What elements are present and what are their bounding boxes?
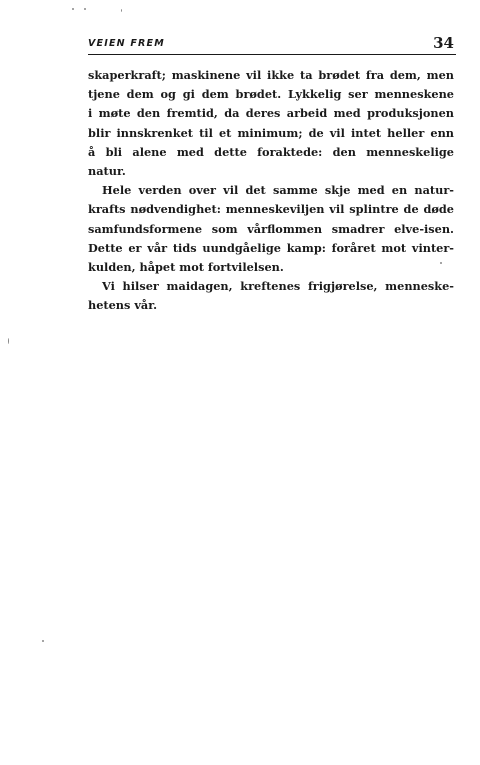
header-rule <box>88 54 456 55</box>
text-line: skaperkraft; maskinene vil ikke ta brødet fra dem, men <box>88 68 454 82</box>
text-line: å bli alene med dette foraktede: den menneskelige <box>88 144 454 159</box>
running-title: VEIEN FREM <box>88 38 165 49</box>
scan-speck <box>84 8 86 10</box>
text-line: natur. <box>88 163 126 178</box>
text-line: Hele verden over vil det samme skje med en natur- <box>102 183 454 198</box>
text-line: krafts nødvendighet: menneskeviljen vil splintre de døde <box>88 202 454 217</box>
page-number: 34 <box>433 34 454 52</box>
text-line: hetens vår. <box>88 298 158 313</box>
page-header <box>88 34 456 52</box>
scan-speck <box>8 338 9 344</box>
scan-speck <box>121 9 122 12</box>
text-line: tjene dem og gi dem brødet. Lykkelig ser menneskene <box>88 87 454 102</box>
scan-speck <box>440 262 442 264</box>
text-line: i møte den fremtid, da deres arbeid med produksjonen <box>88 106 454 121</box>
text-line: samfundsformene som vårflommen smadrer elve-isen. <box>88 221 454 236</box>
text-line: blir innskrenket til et minimum; de vil intet heller enn <box>88 125 454 140</box>
text-line: Vi hilser maidagen, kreftenes frigjørelse, menneske- <box>102 279 454 294</box>
text-line: Dette er vår tids uundgåelige kamp: foråret mot vinter- <box>88 240 454 255</box>
body-text <box>88 66 454 315</box>
scan-speck <box>42 640 44 642</box>
text-line: kulden, håpet mot fortvilelsen. <box>88 259 284 274</box>
scan-speck <box>72 8 74 10</box>
